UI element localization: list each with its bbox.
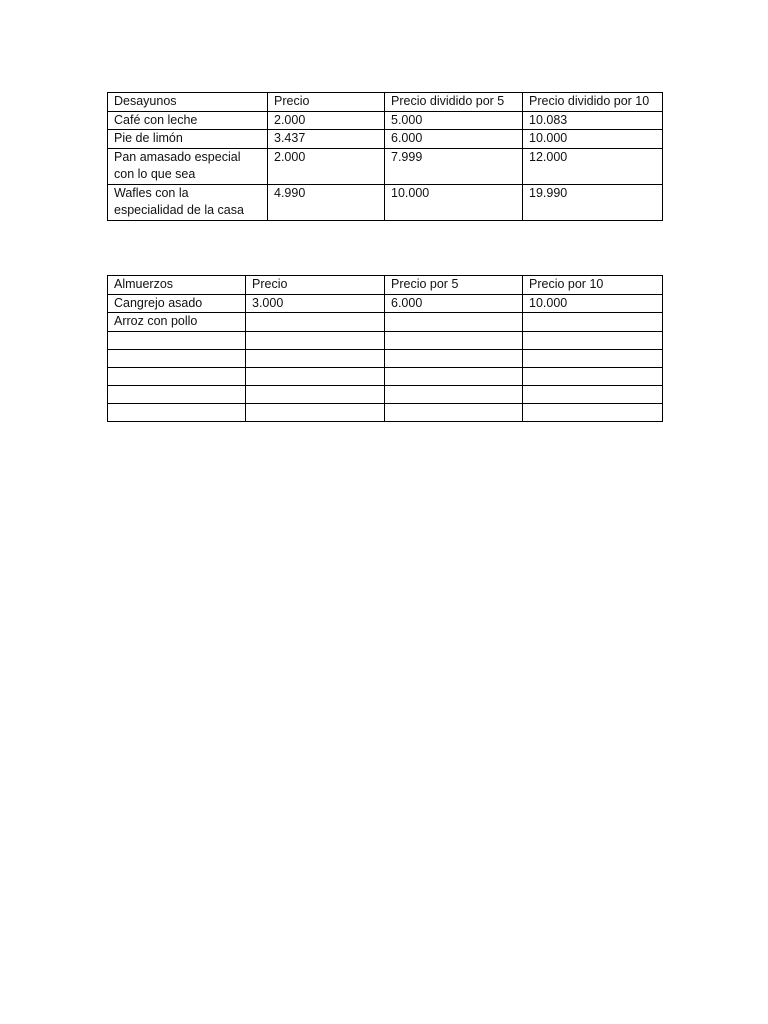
table-cell — [523, 349, 663, 367]
table-header-cell: Almuerzos — [108, 276, 246, 295]
table-cell — [108, 403, 246, 421]
table-cell: 10.000 — [523, 294, 663, 313]
table-header-cell: Precio — [268, 93, 385, 112]
table-cell: Café con leche — [108, 111, 268, 130]
table-cell — [523, 331, 663, 349]
table-header-cell: Desayunos — [108, 93, 268, 112]
table-cell: Pie de limón — [108, 130, 268, 149]
table-cell — [246, 331, 385, 349]
table-cell: 10.000 — [385, 184, 523, 220]
table-cell: 12.000 — [523, 148, 663, 184]
table-row — [108, 385, 663, 403]
table-cell — [385, 313, 523, 332]
table-cell: 10.083 — [523, 111, 663, 130]
table-cell: Cangrejo asado — [108, 294, 246, 313]
table-header-cell: Precio dividido por 10 — [523, 93, 663, 112]
table-cell — [523, 367, 663, 385]
table-cell: 3.437 — [268, 130, 385, 149]
table-cell — [108, 349, 246, 367]
table-row — [108, 313, 663, 332]
table-cell — [385, 385, 523, 403]
table-cell: 2.000 — [268, 111, 385, 130]
almuerzos-table — [107, 275, 663, 422]
table-header-row — [108, 276, 663, 295]
table-row — [108, 184, 663, 220]
table-row — [108, 130, 663, 149]
table-cell — [246, 403, 385, 421]
table-header-cell: Precio por 5 — [385, 276, 523, 295]
table-cell — [246, 367, 385, 385]
table-cell: 5.000 — [385, 111, 523, 130]
table-cell: 6.000 — [385, 294, 523, 313]
table-cell: 10.000 — [523, 130, 663, 149]
table-cell — [246, 349, 385, 367]
table-cell: 2.000 — [268, 148, 385, 184]
table-cell: Pan amasado especial con lo que sea — [108, 148, 268, 184]
table-cell — [523, 313, 663, 332]
table-cell: Arroz con pollo — [108, 313, 246, 332]
table-cell — [385, 403, 523, 421]
table-row — [108, 349, 663, 367]
table-cell — [385, 367, 523, 385]
table-cell — [385, 349, 523, 367]
table-cell: 7.999 — [385, 148, 523, 184]
table-cell — [385, 331, 523, 349]
table-row — [108, 367, 663, 385]
table-cell — [108, 367, 246, 385]
table-cell — [108, 385, 246, 403]
table-row — [108, 111, 663, 130]
table-row — [108, 403, 663, 421]
table-cell: 3.000 — [246, 294, 385, 313]
table-header-row — [108, 93, 663, 112]
table-row — [108, 148, 663, 184]
desayunos-table — [107, 92, 663, 221]
table-cell: 19.990 — [523, 184, 663, 220]
table-cell: 4.990 — [268, 184, 385, 220]
table-row — [108, 331, 663, 349]
table-cell: Wafles con la especialidad de la casa — [108, 184, 268, 220]
table-cell — [246, 313, 385, 332]
table-cell: 6.000 — [385, 130, 523, 149]
table-cell — [523, 385, 663, 403]
table-row — [108, 294, 663, 313]
table-cell — [246, 385, 385, 403]
table-cell — [108, 331, 246, 349]
table-cell — [523, 403, 663, 421]
table-header-cell: Precio por 10 — [523, 276, 663, 295]
table-header-cell: Precio — [246, 276, 385, 295]
table-header-cell: Precio dividido por 5 — [385, 93, 523, 112]
